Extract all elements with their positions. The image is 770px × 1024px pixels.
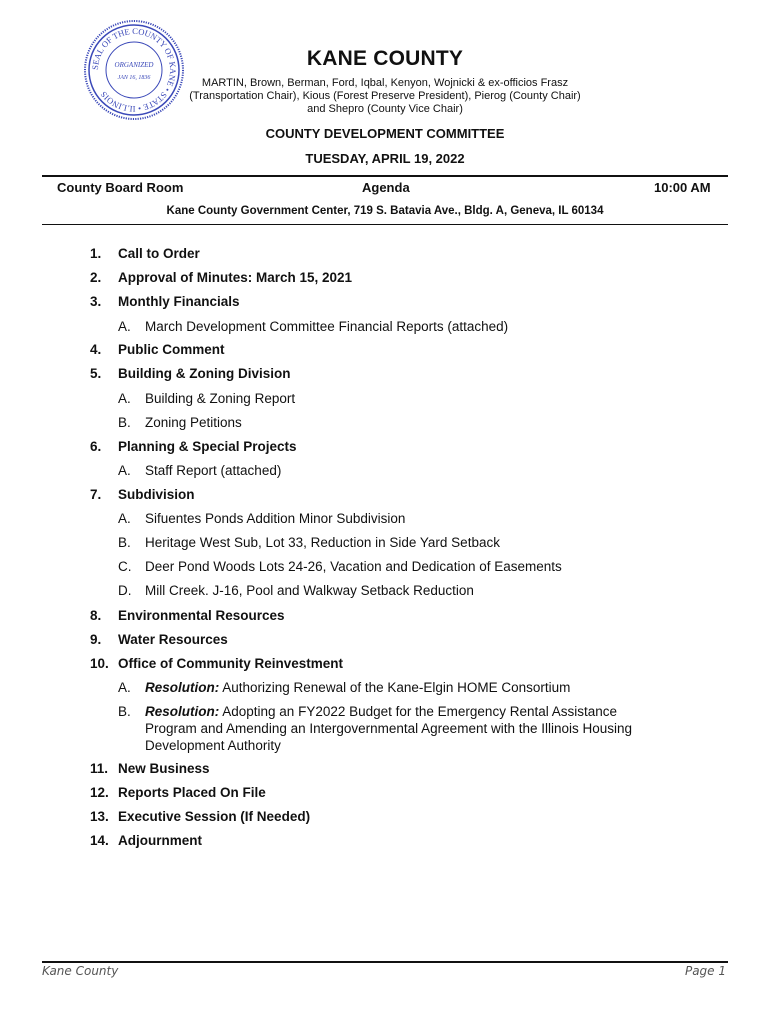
agenda-subitem: D. Mill Creek. J-16, Pool and Walkway Setback Reduction xyxy=(118,583,474,598)
top-divider xyxy=(42,175,728,177)
seal-center-top: ORGANIZED xyxy=(114,61,154,69)
agenda-subitem: A. March Development Committee Financial Reports (attached) xyxy=(118,319,509,334)
agenda-item: 11. New Business xyxy=(90,761,210,776)
committee-name: COUNTY DEVELOPMENT COMMITTEE xyxy=(265,126,505,141)
meeting-date: TUESDAY, APRIL 19, 2022 xyxy=(305,151,465,166)
members-line-2: (Transportation Chair), Kious (Forest Preserve President), Pierog (County Chair) xyxy=(189,90,581,102)
agenda-item: 13. Executive Session (If Needed) xyxy=(90,809,311,824)
info-divider xyxy=(42,224,728,225)
members-line-3: and Shepro (County Vice Chair) xyxy=(307,103,463,115)
agenda-subitem: B. Resolution: Adopting an FY2022 Budget for the Emergency Rental Assistance Program and Amending an Intergovernmental Agreement with the Illinois Housing Development Authority xyxy=(118,704,633,753)
agenda-item: 3. Monthly Financials xyxy=(90,294,240,309)
meeting-location: Kane County Government Center, 719 S. Batavia Ave., Bldg. A, Geneva, IL 60134 xyxy=(166,205,604,217)
agenda-item: 2. Approval of Minutes: March 15, 2021 xyxy=(90,270,353,285)
agenda-subitem: A. Building & Zoning Report xyxy=(118,391,296,406)
agenda-subitem: A. Sifuentes Ponds Addition Minor Subdivision xyxy=(118,511,406,526)
agenda-subitem: B. Zoning Petitions xyxy=(118,415,242,430)
agenda-item: 9. Water Resources xyxy=(90,632,228,647)
agenda-item: 4. Public Comment xyxy=(90,342,225,357)
members-line-1: MARTIN, Brown, Berman, Ford, Iqbal, Kenyon, Wojnicki & ex-officios Frasz xyxy=(201,77,569,89)
agenda-subitem: B. Heritage West Sub, Lot 33, Reduction in Side Yard Setback xyxy=(118,535,500,550)
meeting-time: 10:00 AM xyxy=(654,180,711,195)
agenda-item: 10. Office of Community Reinvestment xyxy=(90,656,344,671)
committee-members xyxy=(150,77,620,116)
agenda-item: 6. Planning & Special Projects xyxy=(90,439,297,454)
footer-page-number: Page 1 xyxy=(684,964,726,978)
agenda-item: 8. Environmental Resources xyxy=(90,608,285,623)
page-title: KANE COUNTY xyxy=(306,47,464,70)
seal-ring-text: SEAL OF THE COUNTY OF KANE • STATE • ILLINOIS xyxy=(89,25,179,115)
seal-center-bottom: JAN 16, 1836 xyxy=(117,75,151,81)
agenda-item: 14. Adjournment xyxy=(90,833,202,848)
agenda-subitem: C. Deer Pond Woods Lots 24-26, Vacation and Dedication of Easements xyxy=(118,559,562,574)
agenda-subitem: A. Resolution: Authorizing Renewal of the Kane-Elgin HOME Consortium xyxy=(118,680,571,695)
agenda-item: 12. Reports Placed On File xyxy=(90,785,266,800)
agenda-label: Agenda xyxy=(362,180,410,195)
footer-county: Kane County xyxy=(42,964,119,978)
agenda-item: 7. Subdivision xyxy=(90,487,195,502)
meeting-room: County Board Room xyxy=(57,180,184,195)
agenda-subitem: A. Staff Report (attached) xyxy=(118,463,282,478)
agenda-item: 1. Call to Order xyxy=(90,246,200,261)
footer-divider xyxy=(42,961,728,963)
agenda-item: 5. Building & Zoning Division xyxy=(90,366,291,381)
